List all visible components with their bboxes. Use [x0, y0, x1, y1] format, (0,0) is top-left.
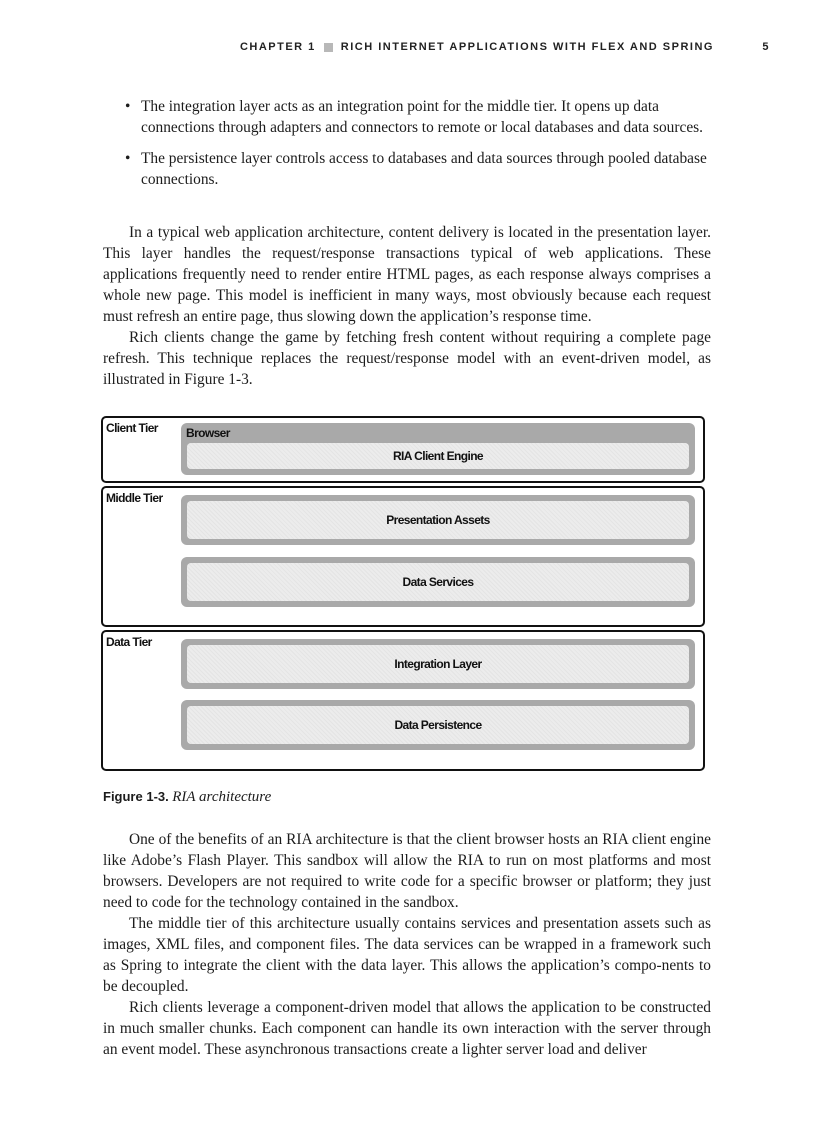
bullet-text: The integration layer acts as an integration point for the middle tier. It opens up data connections through adapters and connectors to remote or local databases and data sources.	[141, 98, 703, 136]
box-label: Integration Layer	[394, 657, 482, 671]
integration-layer-container	[181, 639, 695, 689]
data-persistence-container	[181, 700, 695, 750]
bullet-icon: •	[125, 150, 131, 167]
data-services-container	[181, 557, 695, 607]
running-title: RICH INTERNET APPLICATIONS WITH FLEX AND SPRING	[340, 41, 714, 53]
paragraph: Rich clients leverage a component-driven model that allows the application to be constructed in much smaller chunks. Each component can handle its own interaction with the server through an event model. These asynchronous transactions create a lighter server load and deliver	[103, 999, 711, 1058]
box-label: Presentation Assets	[386, 513, 490, 527]
body-text-before-figure	[103, 222, 711, 390]
presentation-assets-box	[187, 501, 689, 539]
list-item	[103, 96, 711, 138]
paragraph: In a typical web application architecture, content delivery is located in the presentation layer. This layer handles the request/response transactions typical of web applications. These applications frequently need to render entire HTML pages, as each response always comprises a whole new page. This model is inefficient in many ways, most obviously because each request must refresh an entire page, thus slowing down the application’s response time.	[103, 224, 711, 325]
box-label: Data Persistence	[394, 718, 482, 732]
presentation-assets-container	[181, 495, 695, 545]
page-number: 5	[762, 41, 770, 53]
browser-container	[181, 423, 695, 475]
paragraph: One of the benefits of an RIA architecture is that the client browser hosts an RIA client engine like Adobe’s Flash Player. This sandbox will allow the RIA to run on most platforms and most browsers. Developers are not required to write code for a specific browser or platform; they just need to code for the technology contained in the sandbox.	[103, 831, 711, 911]
box-label: Data Services	[402, 575, 474, 589]
ria-client-engine-box	[187, 443, 689, 469]
gray-square-icon	[324, 43, 333, 52]
chapter-label: CHAPTER 1	[239, 41, 316, 53]
paragraph: The middle tier of this architecture usually contains services and presentation assets such as images, XML files, and component files. The data services can be wrapped in a framework such as Spring to integrate the client with the data layer. This allows the application’s compo-nents to be decoupled.	[103, 915, 711, 995]
figure-caption	[103, 789, 271, 806]
tier-label: Client Tier	[106, 421, 158, 435]
figure-title: RIA architecture	[172, 789, 272, 805]
running-header	[0, 41, 770, 57]
ria-architecture-diagram	[101, 416, 705, 774]
paragraph: Rich clients change the game by fetching fresh content without requiring a complete page refresh. This technique replaces the request/response model with an event-driven model, as illustrated in Figure 1-3.	[103, 329, 711, 388]
list-item	[103, 148, 711, 190]
bullet-list	[103, 96, 711, 200]
data-persistence-box	[187, 706, 689, 744]
box-label: RIA Client Engine	[392, 449, 484, 463]
data-services-box	[187, 563, 689, 601]
bullet-icon: •	[125, 98, 131, 115]
body-text-after-figure	[103, 829, 711, 1060]
tier-label: Middle Tier	[106, 491, 163, 505]
integration-layer-box	[187, 645, 689, 683]
running-title-group	[240, 41, 714, 53]
tier-label: Data Tier	[106, 635, 152, 649]
client-tier	[101, 416, 705, 483]
middle-tier	[101, 486, 705, 627]
bullet-text: The persistence layer controls access to databases and data sources through pooled database connections.	[141, 150, 707, 188]
data-tier	[101, 630, 705, 771]
browser-label: Browser	[186, 426, 230, 440]
figure-number: Figure 1-3.	[103, 789, 169, 804]
